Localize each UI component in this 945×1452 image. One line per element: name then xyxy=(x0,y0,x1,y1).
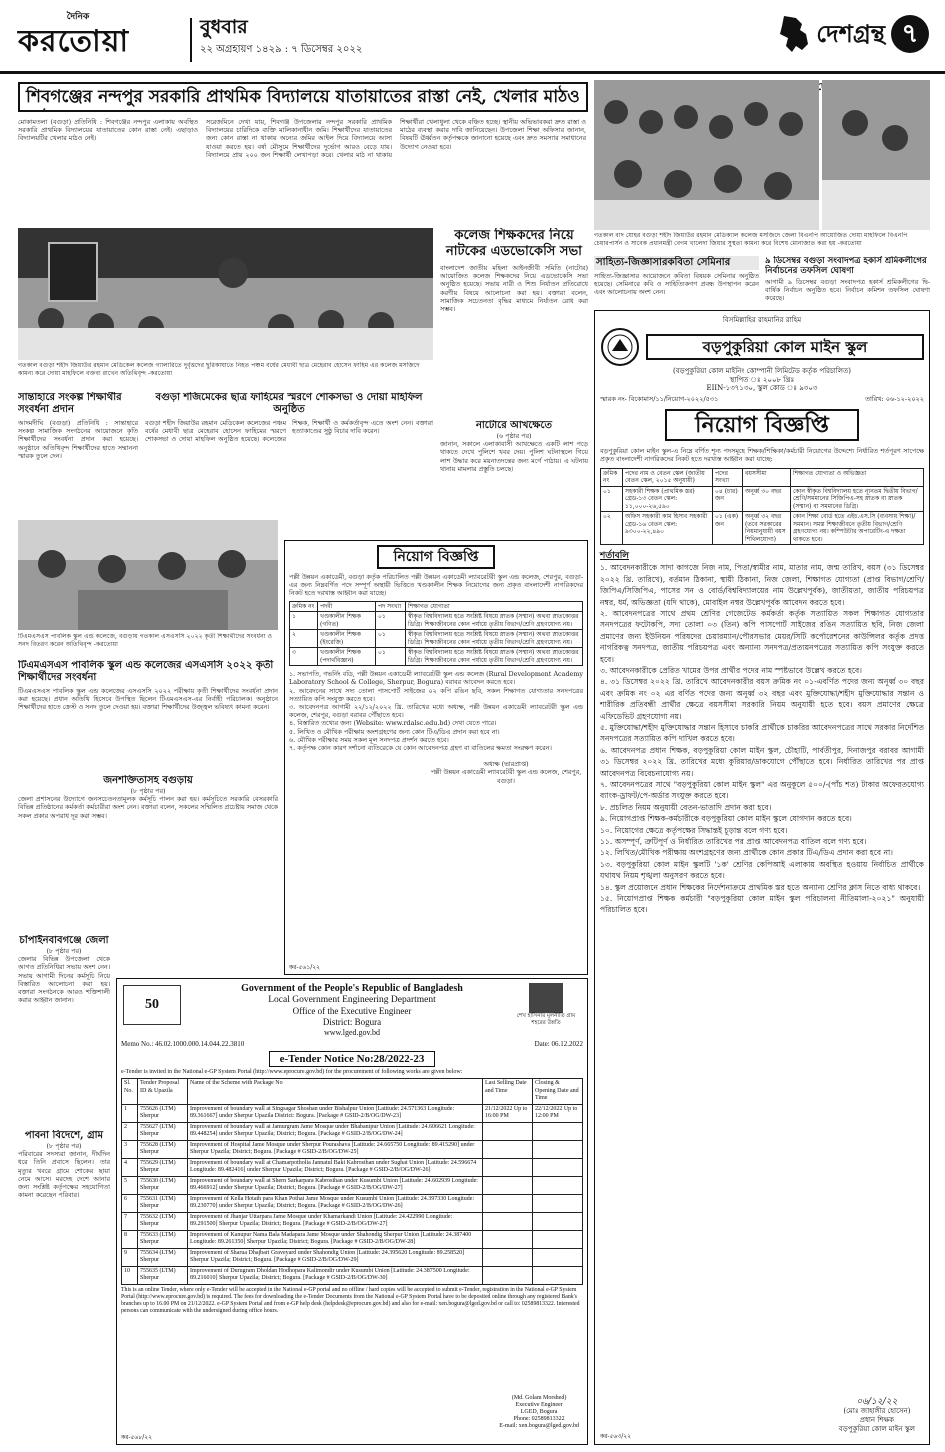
signature-date: ০৬/১২/২২ xyxy=(856,1397,898,1407)
table-row xyxy=(122,1176,583,1194)
table-cell xyxy=(533,1176,583,1194)
fahim-story-headline: বগুড়া শজিমেকের ছাত্র ফাহিমের স্মরণে শোকসভা ও দোয়া মাহফিল অনুষ্ঠিত xyxy=(155,392,423,415)
tmss-story-headline: টিএমএসএস পাবলিক স্কুল এন্ড কলেজের এসএসসি ২০২২ কৃতী শিক্ষার্থীদের সংবর্ধনা xyxy=(18,660,274,683)
lged-footer: This is an online Tender, where only e-Tender will be accepted in the National e-GP portal and no offline / hard copies will be accepted to submit e-Tender, registration in the National e-GP System Portal (http://www.eprocure.gov.bd) is required. The fees for downloading the e-Tender Documents from the National e-GP System Portal have to be deposited online through any registered Bank's branches up to 16.00 PM on 21/12/2022. e-GP System Portal and from e-GP help desk (helpdesk@eprocure.gov.bd) and also for e-mail: xen.bogura@lged.gov.bd or call to: 02589813322. Interested persons can communicate with the undersigned during office hours. xyxy=(121,1286,580,1314)
prayer-photo xyxy=(594,80,819,230)
table-cell: Improvement of boundary wall at Shern Sarkarpara Kabrosthan under Kusumbi Union [Latitude: 24.602939 Longitude: 89.466912] under Sherpur Upazila; District; Bogura. [Package # GSID-2/B/OG/DW-27] xyxy=(188,1176,483,1194)
table-cell xyxy=(533,1194,583,1212)
table-cell: Improvement of Sharua Dhajbari Graveyard under Shahondig Union [Latitude: 24.395620 Longitude: 89.258520] Sherpur Upazila; District; Bogura. [Package # GSID-2/B/OG/DW-29] xyxy=(188,1248,483,1266)
lged-table-body xyxy=(122,1104,583,1284)
ad-reference: কর-৫৬৩/২২ xyxy=(600,1432,632,1440)
tmss-photo-caption: টিএমএসএস পাবলিক স্কুল এন্ড কলেজে, বগুড়ায় গতকাল এসএসসি ২০২২ কৃতী শিক্ষার্থীদের সংবর্ধনা ও সনদ বিতরণ করেন অতিথিবৃন্দ -করতোয়া xyxy=(18,633,273,648)
school-date: তারিখ: ০৬-১২-২০২২ xyxy=(865,395,924,403)
table-cell: 755632 (LTM) Sherpur xyxy=(138,1212,188,1230)
lged-office: Office of the Executive Engineer xyxy=(292,1006,412,1016)
table-cell: ০২ xyxy=(601,512,623,545)
table-header: পদের সংখ্যা xyxy=(713,468,743,486)
school-name: বড়পুকুরিয়া কোল মাইন স্কুল xyxy=(646,334,924,360)
list-item: ১৫. নিয়োগপ্রাপ্ত শিক্ষক কর্মচারী "বড়পুকুরিয়া কোল মাইন স্কুল পরিচালনা নীতিমালা-২০২১" অনুযায়ী পরিচালিত হবে। xyxy=(600,894,924,915)
santahar-story xyxy=(18,392,138,517)
table-row xyxy=(122,1158,583,1176)
campaign-story xyxy=(18,775,278,930)
table-cell: খণ্ডকালীন শিক্ষক (পদার্থবিজ্ঞান) xyxy=(318,648,376,666)
masthead-divider xyxy=(190,18,192,62)
natore-story xyxy=(440,420,588,528)
table-header: পদবী xyxy=(318,601,376,612)
seminar-body: সাহিত্য-জিজ্ঞাসার আয়োজনে কবিতা বিষয়ক সেমিনার অনুষ্ঠিত হয়েছে। সেমিনারে কবি ও সাহিত্যিকগণ প্রবন্ধ উপস্থাপন করেন এবং আলোচনায় অংশ নেন। xyxy=(594,272,759,297)
table-cell: 755631 (LTM) Sherpur xyxy=(138,1194,188,1212)
table-cell: 3 xyxy=(122,1140,138,1158)
table-cell: ২ xyxy=(290,630,318,648)
table-cell: অনূর্ধ্ব ৩০ বছর xyxy=(743,486,791,512)
signer-title: Executive Engineer xyxy=(515,1402,563,1408)
table-cell: Improvement of boundary wall at Singsagar Shoshan under Bishalpur Union [Latitude: 24.571363 Longitude: 89.361667] under Sherpur Upazila District: Bogura. [Package # GSID-2/B/OG/DW-23] xyxy=(188,1104,483,1122)
table-cell xyxy=(483,1248,533,1266)
list-item: ৬. মৌখিক পরীক্ষার সময় সকল মূল সনদপত্র প্রদর্শন করতে হবে। xyxy=(289,735,449,744)
school-established: স্থাপিত ঃ ২০০৮ খ্রিঃ xyxy=(729,375,795,384)
tmss-story-body: টিএমএসএস পাবলিক স্কুল এন্ড কলেজের এসএসসি ২০২২ পরীক্ষায় কৃতী শিক্ষার্থীদের সংবর্ধনা প্রদান করা হয়েছে। প্রধান অতিথি হিসেবে উপস্থিত ছিলেন টিএমএসএস-এর নির্বাহী পরিচালক। অনুষ্ঠানে শিক্ষার্থীদের হাতে ক্রেস্ট ও সনদ তুলে দেওয়া হয়। বক্তারা শিক্ষার্থীদের উজ্জ্বল ভবিষ্যৎ কামনা করেন। xyxy=(18,687,278,712)
lead-byline: মোকামতলা (বগুড়া) প্রতিনিধি : শিবগঞ্জের নন্দপুর এলাকায় অবস্থিত সরকারি প্রাথমিক বিদ্যালয়ের যাতায়াতের কোন রাস্তা নেই। এছাড়াও বিদ্যালয়টির খেলার মাঠও নেই। xyxy=(18,118,198,143)
table-cell: Improvement of boundary wall at Jamurgram Jame Mosque under Bhabanipur Union [Latitude: 24.606621 Longitude: 89.448254] under Sherpur Upazila; District; Bogura. [Package # GSID-2/B/OG/DW-24] xyxy=(188,1122,483,1140)
table-row xyxy=(122,1230,583,1248)
list-item: ১৪. স্কুল প্রয়োজনে প্রধান শিক্ষকের নির্দেশনাক্রমে প্রাথমিক স্তর হতে অন্যান্য শ্রেণির ক্লাস নিতে বাধ্য থাকবে। xyxy=(600,882,921,892)
signatory-title: অধ্যক্ষ (ভারপ্রাপ্ত) xyxy=(483,760,529,769)
portrait-photo xyxy=(529,983,563,1013)
table-cell: 10 xyxy=(122,1266,138,1284)
hawkers-story xyxy=(765,256,930,306)
table-header-row xyxy=(601,468,924,486)
list-item: ১১. অসম্পূর্ণ, ত্রুটিপূর্ণ ও নির্ধারিত তারিখের পর প্রাপ্ত আবেদনপত্র বাতিল বলে গণ্য হবে। xyxy=(600,837,867,847)
table-cell: স্বীকৃত বিশ্ববিদ্যালয় হতে সংশ্লিষ্ট বিষয়ে স্নাতক (সম্মান) অথবা স্নাতকোত্তর ডিগ্রি। শিক্ষাজীবনের কোন পর্যায়ে তৃতীয় বিভাগ/শ্রেণি গ্রহণযোগ্য নয়। xyxy=(406,630,583,648)
seminar-photo-caption: গতকাল বগুড়া শহীদ জিয়াউর রহমান মেডিকেল কলেজ গ্যালারিতে দুর্বৃত্তদের ছুরিকাঘাতে নিহত পঞ্চম বর্ষের মেধাবী ছাত্র মেহেরাব হোসেন ফাহিম এর কলেজ মসজিদে কামনা করে দোয়া মাহফিলে বক্তব্য রাখেন অতিথিবৃন্দ -করতোয়া xyxy=(18,362,420,377)
table-cell: 755629 (LTM) Sherpur xyxy=(138,1158,188,1176)
table-cell: ১ xyxy=(290,612,318,630)
table-row xyxy=(290,630,583,648)
table-cell: ০৪ (চার) জন xyxy=(713,486,743,512)
signer-phone: Phone: 02589813322 xyxy=(513,1416,565,1422)
signer-name: (মোঃ জাহাঙ্গীর হোসেন) xyxy=(843,1407,911,1415)
signer-email: E-mail: xen.bogura@lged.gov.bd xyxy=(499,1423,579,1429)
table-cell: 7 xyxy=(122,1212,138,1230)
table-cell xyxy=(483,1140,533,1158)
table-header: Sl. No. xyxy=(122,1079,138,1105)
table-row xyxy=(122,1266,583,1284)
table-cell: ০১ xyxy=(376,630,406,648)
table-cell: 755627 (LTM) Sherpur xyxy=(138,1122,188,1140)
seminar-headline: সাহিত্য-জিজ্ঞাসারকবিতা সেমিনার xyxy=(594,256,759,270)
table-row xyxy=(122,1140,583,1158)
abroad-story-headline: পাবনা বিদেশে, গ্রাম xyxy=(24,1130,104,1141)
chapai-story-headline: চাঁপাইনবাবগঞ্জে জেলা xyxy=(19,935,109,946)
table-row xyxy=(601,486,924,512)
page-number: ৭ xyxy=(891,15,929,53)
table-cell: খণ্ডকালীন শিক্ষক (গণিত) xyxy=(318,612,376,630)
school-ad-intro: বড়পুকুরিয়া কোল মাইন স্কুল-এ নিম্নে বর্ণিত শূন্য পদসমূহে শিক্ষক/শিক্ষিকা/কর্মচারী নিয়োগের উদ্দেশ্যে নির্ধারিত শর্তপূরণ সাপেক্ষে প্রকৃত বাংলাদেশী নাগরিকদের নিকট হতে দরখাস্ত আহ্বান করা যাচ্ছে: xyxy=(600,447,924,464)
chapai-story xyxy=(18,935,110,1125)
table-cell xyxy=(483,1212,533,1230)
table-row xyxy=(122,1248,583,1266)
seminar-story xyxy=(594,256,759,306)
school-signature xyxy=(839,1398,915,1434)
table-header: শিক্ষাগত যোগ্যতা xyxy=(406,601,583,612)
list-item: ১. আবেদনকারীকে সাদা কাগজে নিজ নাম, পিতা/স্বামীর নাম, মাতার নাম, জন্ম তারিখ, বয়স (৩১ ডিসেম্বর ২০২২ খ্রি. তারিখে), বর্তমান ঠিকানা, স্থায়ী ঠিকানা, নিজ জেলা, শিক্ষাগত যোগ্যতা (প্রাপ্ত বিভাগ/শ্রেণি/জিপিএ/সিজিপিএ, পাসের সন ও বোর্ড/বিশ্ববিদ্যালয়ের নাম উল্লেখপূর্বক), জাতীয়তা, জাতীয় পরিচয়পত্র নম্বর, ধর্ম, অভিজ্ঞতা (যদি থাকে), মোবাইল নম্বর উল্লেখপূর্বক আবেদন করতে হবে। xyxy=(600,563,924,607)
table-header-row xyxy=(122,1079,583,1105)
table-header: ক্রমিক নং xyxy=(290,601,318,612)
rda-ad-intro: পল্লী উন্নয়ন একাডেমী, বগুড়া কর্তৃক পরিচালিত পল্লী উন্নয়ন একাডেমী ল্যাবরেটরী স্কুল এন্ড কলেজ, শেরপুর, বগুড়া-এর জন্য নিম্নবর্ণিত পদে সম্পূর্ণ অস্থায়ী ভিত্তিতে খণ্ডকালীন শিক্ষক নিয়োগের জন্য প্রকৃত বাংলাদেশী নাগরিকদের নিকট হতে দরখাস্ত আহ্বান করা যাচ্ছে। xyxy=(289,573,583,598)
masthead-rule xyxy=(0,71,945,74)
seminar-photo xyxy=(18,228,433,360)
rda-recruitment-ad xyxy=(284,540,588,975)
table-cell: স্বীকৃত বিশ্ববিদ্যালয় হতে সংশ্লিষ্ট বিষয়ে স্নাতক (সম্মান) অথবা স্নাতকোত্তর ডিগ্রি। শিক্ষাজীবনের কোন পর্যায়ে তৃতীয় বিভাগ/শ্রেণি গ্রহণযোগ্য নয়। xyxy=(406,648,583,666)
table-cell: অফিস সহকারী কাম হিসাব সহকারী গ্রেড-১৬ বেতন স্কেল: ৯৩০০-২২,৪৯০ xyxy=(623,512,713,545)
natore-story-subhead: (৬ পৃষ্ঠার পর) xyxy=(496,432,532,440)
tmss-story xyxy=(18,660,278,772)
lged-website: www.lged.gov.bd xyxy=(323,1028,381,1037)
table-row xyxy=(122,1212,583,1230)
table-cell: 2 xyxy=(122,1122,138,1140)
table-cell xyxy=(483,1176,533,1194)
slogan: শেখ হাসিনার মূলনীতি গ্রাম শহরের উন্নতি xyxy=(516,1013,576,1026)
lead-headline-box xyxy=(18,82,588,112)
table-header: Closing & Opening Date and Time xyxy=(533,1079,583,1105)
list-item: ৭. কর্তৃপক্ষ কোন কারণ দর্শানো ব্যতিরেকে যে কোন আবেদনপত্র গ্রহণ বা বাতিলের ক্ষমতা সংরক্ষণ করেন। xyxy=(289,743,552,752)
school-eiin: EIIN-১৩৭১৩০, স্কুল কোড ঃ ৯৩০৩ xyxy=(706,384,818,393)
table-cell: 8 xyxy=(122,1230,138,1248)
table-cell: Improvement of Kella Hotath para Khan Pothai Jame Mosque under Kusumbi Union [Latitude: 24.397330 Longitude: 89.230770] under Sherpur Upazila; District; Bogura. [Package # GSID-2/B/OG/DW-26] xyxy=(188,1194,483,1212)
table-cell: 755628 (LTM) Sherpur xyxy=(138,1140,188,1158)
table-cell: 755634 (LTM) Sherpur xyxy=(138,1248,188,1266)
lged-tender-table xyxy=(121,1078,583,1285)
list-item: ৫. মুক্তিযোদ্ধা/শহীদ মুক্তিযোদ্ধার সন্তান হিসাবে চাকরি প্রার্থীকে চাকরির আবেদনপত্রের সাথে সরকার নির্দেশিত সনদপত্রের সত্যায়িত কপি দাখিল করতে হবে। xyxy=(600,722,924,744)
list-item: ৮. প্রচলিত নিয়ম অনুযায়ী বেতন-ভাতাদি প্রদান করা হবে। xyxy=(600,802,772,812)
lged-dept: Local Government Engineering Department xyxy=(268,995,436,1005)
list-item: ৭. আবেদনপত্রের সাথে "বড়পুকুরিয়া কোল মাইন স্কুল" এর অনুকূলে ৫০০/-(পাঁচ শত) টাকার অফেরতযোগ্য ব্যাংক-ড্রাফট/পে-অর্ডার সংযুক্ত করতে হবে। xyxy=(600,780,924,801)
ad-reference: কর-৫৬১/২২ xyxy=(289,963,321,971)
table-cell xyxy=(533,1266,583,1284)
list-item: ১০. নিয়োগের ক্ষেত্রে কর্তৃপক্ষের সিদ্ধান্তই চূড়ান্ত বলে গণ্য হবে। xyxy=(600,825,788,835)
table-row xyxy=(122,1122,583,1140)
table-cell: ০১ xyxy=(376,612,406,630)
table-row xyxy=(601,512,924,545)
table-header: পদ সংখ্যা xyxy=(376,601,406,612)
list-item: ১৩. বড়পুকুরিয়া কোল মাইন স্কুলটি '১ক' শ্রেণির কেপিআই এলাকায় অবস্থিত হওয়ায় নির্বাচিত প্রার্থীকে যথাযথ নিয়ম শৃঙ্খলা অনুসরণ করতে হবে। xyxy=(600,859,924,881)
lawyers-story-headline: কলেজ শিক্ষকদের নিয়ে নাটকের এডভোকেসি সভা xyxy=(446,228,582,259)
lged-signature xyxy=(499,1395,579,1430)
table-cell: 5 xyxy=(122,1176,138,1194)
table-cell: 4 xyxy=(122,1158,138,1176)
lged-tender-ad xyxy=(116,978,588,1445)
abroad-story xyxy=(18,1130,110,1445)
table-cell: 21/12/2022 Up to 16:00 PM xyxy=(483,1104,533,1122)
table-header: শিক্ষাগত যোগ্যতা ও অভিজ্ঞতা xyxy=(791,468,924,486)
prayer-photo-right xyxy=(822,80,930,230)
table-header: Name of the Scheme with Package No xyxy=(188,1079,483,1105)
lawyers-story-body: বাংলাদেশ জাতীয় মহিলা আইনজীবী সমিতি (নাটোর) আয়োজিত কলেজ শিক্ষকদের নিয়ে এডভোকেসি সভা অনুষ্ঠিত হয়েছে। সভায় নারী ও শিশু নির্যাতন প্রতিরোধে করণীয় বিষয়ে আলোচনা করা হয়। বক্তারা বলেন, সামাজিক সচেতনতা বৃদ্ধির মাধ্যমে নির্যাতন রোধ করা সম্ভব। xyxy=(440,264,588,314)
issue-date: ২২ অগ্রহায়ণ ১৪২৯ : ৭ ডিসেম্বর ২০২২ xyxy=(200,44,363,55)
lead-headline: শিবগঞ্জের নন্দপুর সরকারি প্রাথমিক বিদ্যালয়ে যাতায়াতের রাস্তা নেই, খেলার মাঠও xyxy=(26,87,580,107)
anniversary-logo: 50 xyxy=(123,985,181,1025)
list-item: ৫. লিখিত ও মৌখিক পরীক্ষায় অংশগ্রহণের জন্য কোন টিএ/ডিএ প্রদান করা হবে না। xyxy=(289,727,500,736)
table-cell: 755626 (LTM) Sherpur xyxy=(138,1104,188,1122)
lged-tender-title: e-Tender Notice No:28/2022-23 xyxy=(269,1051,436,1067)
school-terms-list xyxy=(600,562,924,916)
table-header: Tender Proposal ID & Upazila xyxy=(138,1079,188,1105)
list-item: ১. সভাপতি, গভর্নিং বডি, পল্লী উন্নয়ন একাডেমী ল্যাবরেটরী স্কুল এন্ড কলেজ (Rural Development Academy Laboratory School & College, Sherpur, Bogura) বরাবর আবেদন করতে হবে। xyxy=(289,670,583,687)
section-name: দেশগ্রন্থ xyxy=(816,19,885,48)
table-cell xyxy=(483,1158,533,1176)
list-item: ৩. আবেদনপত্র আগামী ২২/১২/২০২২ খ্রি. তারিখের মধ্যে অধ্যক্ষ, পল্লী উন্নয়ন একাডেমী ল্যাবরেটরী স্কুল এন্ড কলেজ, শেরপুর, বগুড়া বরাবর পৌঁছাতে হবে। xyxy=(289,702,583,720)
table-cell xyxy=(533,1140,583,1158)
santahar-story-body: আদমদীঘি (বগুড়া) প্রতিনিধি : সান্তাহারে সংকল্প সামাজিক সংগঠনের আয়োজনে কৃতি শিক্ষার্থীদের সংবর্ধনা প্রদান করা হয়েছে। অনুষ্ঠানে অতিথিবৃন্দ শিক্ষার্থীদের হাতে সম্মাননা স্মারক তুলে দেন। xyxy=(18,419,138,460)
table-row xyxy=(290,648,583,666)
signer-office: LGED, Bogura xyxy=(520,1409,558,1415)
school-ad-title: নিয়োগ বিজ্ঞপ্তি xyxy=(665,409,859,441)
table-cell xyxy=(533,1122,583,1140)
rda-ad-table xyxy=(289,601,583,667)
coal-mine-school-ad xyxy=(594,310,930,1445)
hawkers-headline: ৯ ডিসেম্বর বগুড়া সংবাদপত্র হকার্স শ্রমিকলীগের নির্বাচনের তফসিল ঘোষণা xyxy=(765,256,927,276)
school-logo-icon xyxy=(600,327,640,367)
table-cell: খণ্ডকালীন শিক্ষক (ইংরেজি) xyxy=(318,630,376,648)
table-cell: ৩ xyxy=(290,648,318,666)
table-cell xyxy=(483,1122,533,1140)
list-item: ২. আবেদনের সাথে সদ্য তোলা পাসপোর্ট সাইজের ০২ কপি রঙিন ছবি, সকল শিক্ষাগত যোগ্যতার সনদপত্রের সত্যায়িত কপি সংযুক্ত করতে হবে। xyxy=(289,686,583,703)
table-cell xyxy=(533,1230,583,1248)
prayer-photo-caption: গতকাল বাদ যোহর বগুড়া শহীদ জিয়াউর রহমান মেডিক্যাল কলেজ মসজিদে জেলা বিএনপি আয়োজিত দোয়া মাহফিলে বিএনপি চেয়ারপার্সন ও সাবেক প্রধানমন্ত্রী বেগম খালেদা জিয়ার সুস্থতা কামনা করে বিশেষ মোনাজাত করা হয় -করতোয়া xyxy=(594,232,908,247)
table-cell: 6 xyxy=(122,1194,138,1212)
table-header: Last Selling Date and Time xyxy=(483,1079,533,1105)
table-row xyxy=(122,1194,583,1212)
table-cell: Improvement of Kanupur Nama Bala Madapara Jame Mosque under Shahondig Sherpur Union [Latitude: 24.387400 Longitude: 89.261350] Sherpur Upazila; District; Bogura. [Package # GSID-2/B/OG/DW-28] xyxy=(188,1230,483,1248)
signer-title: প্রধান শিক্ষক xyxy=(859,1416,895,1424)
list-item: ৯. নিয়োগপ্রাপ্ত শিক্ষক-কর্মচারীকে বড়পুকুরিয়া কোল মাইন স্কুলে যোগদান করতে হবে। xyxy=(600,814,852,824)
table-cell: স্বীকৃত বিশ্ববিদ্যালয় হতে সংশ্লিষ্ট বিষয়ে স্নাতক (সম্মান) অথবা স্নাতকোত্তর ডিগ্রি। শিক্ষাজীবনের কোন পর্যায়ে তৃতীয় বিভাগ/শ্রেণি গ্রহণযোগ্য নয়। xyxy=(406,612,583,630)
logo-name: করতোয়া xyxy=(18,24,130,60)
school-ad-bismillah: বিসমিল্লাহির রাহমানির রাহিম xyxy=(722,316,802,324)
chapai-story-body: জেলার বিভিন্ন উপজেলা থেকে আগত প্রতিনিধিরা সভায় অংশ নেন। সভায় আগামী দিনের কর্মসূচি নিয়ে বিস্তারিত আলোচনা করা হয়। বক্তারা সংগঠনকে আরও শক্তিশালী করার আহ্বান জানান। xyxy=(18,955,110,1005)
table-header-row xyxy=(290,601,583,612)
table-row xyxy=(122,1104,583,1122)
fahim-story-body: বগুড়া শহীদ জিয়াউর রহমান মেডিকেল কলেজের পঞ্চম বর্ষের মেধাবী ছাত্র মেহেরাব হোসেন ফাহিমের স্মরণে শোকসভা ও দোয়া মাহফিল অনুষ্ঠিত হয়েছে। কলেজের শিক্ষক, শিক্ষার্থী ও কর্মকর্তাবৃন্দ এতে অংশ নেন। বক্তারা হত্যাকাণ্ডের সুষ্ঠু বিচার দাবি করেন। xyxy=(145,419,433,444)
lged-memo: Memo No.: 46.02.1000.000.14.044.22.3810 xyxy=(121,1040,245,1048)
table-cell xyxy=(533,1248,583,1266)
table-header: ক্রমিক নং xyxy=(601,468,623,486)
table-cell: 9 xyxy=(122,1248,138,1266)
table-cell: ০১ (এক) জন xyxy=(713,512,743,545)
lged-intro: e-Tender is invited in the National e-GP System Portal (http://www.eprocure.gov.bd) for the procurement of following works are given below: xyxy=(121,1068,463,1075)
table-cell xyxy=(483,1230,533,1248)
lead-body: সরেজমিনে দেখা যায়, শিবগঞ্জ উপজেলার নন্দপুর সরকারি প্রাথমিক বিদ্যালয়ের চারিদিকে ব্যক্তি মালিকানাধীন জমি। শিক্ষার্থীদের যাতায়াতের জন্য কোন রাস্তা না থাকায় অন্যের জমির আইল দিয়ে বিদ্যালয়ে আসা যাওয়া করতে হয়। বর্ষা মৌসুমে শিক্ষার্থীদের দুর্ভোগ আরও বেড়ে যায়। বিদ্যালয়ে প্রায় ২০০ জন শিক্ষার্থী লেখাপড়া করে। খেলার মাঠ না থাকায় শিক্ষার্থীরা খেলাধুলা থেকে বঞ্চিত হচ্ছে। স্থানীয় অভিভাবকরা দ্রুত রাস্তা ও মাঠের ব্যবস্থা করার দাবি জানিয়েছেন। উপজেলা শিক্ষা অফিসার জানান, বিষয়টি ঊর্ধ্বতন কর্তৃপক্ষকে জানানো হয়েছে এবং দ্রুত সমস্যার সমাধানের উদ্যোগ নেওয়া হবে। xyxy=(206,118,586,159)
bangladesh-map-icon xyxy=(776,14,810,54)
section-header xyxy=(776,14,929,54)
natore-story-body: জানান, সকালে এলাকাবাসী আখক্ষেতে একটি লাশ পড়ে থাকতে দেখে পুলিশে খবর দেয়। পুলিশ ঘটনাস্থলে গিয়ে লাশ উদ্ধার করে ময়নাতদন্তের জন্য মর্গে পাঠায়। এ ঘটনায় থানায় মামলার প্রস্তুতি চলছে। xyxy=(440,440,588,473)
lged-gov: Government of the People's Republic of Bangladesh xyxy=(241,983,463,994)
table-cell: 1 xyxy=(122,1104,138,1122)
table-cell xyxy=(483,1266,533,1284)
table-cell: Improvement of Durugram Dholdan Hodhopara Kalimondir under Kusumbi Union [Latitude: 24.387500 Longitude: 89.216010] Sherpur Upazila; District; Bogura. [Package # GSID-2/B/OG/DW-30] xyxy=(188,1266,483,1284)
abroad-story-body: পরিবারের সদস্যরা জানান, দীর্ঘদিন ধরে তিনি প্রবাসে ছিলেন। তার মৃত্যুর খবরে গ্রামে শোকের ছায়া নেমে আসে। মরদেহ দেশে আনার জন্য সংশ্লিষ্ট কর্তৃপক্ষের সহযোগিতা কামনা করেছেন পরিবার। xyxy=(18,1150,110,1200)
table-cell xyxy=(533,1158,583,1176)
list-item: ৪. ৩১ ডিসেম্বর ২০২২ খ্রি. তারিখে আবেদনকারীর বয়স ক্রমিক নং ০১-এবর্ণিত পদের জন্য অনূর্ধ্ব ৩০ বছর এবং ক্রমিক নং ০২ এর বর্ণিত পদের জন্য অনূর্ধ্ব ৩২ বছর এবং মুক্তিযোদ্ধা/শহীদ মুক্তিযোদ্ধার সন্তান ও শারীরিক প্রতিবন্ধী প্রার্থীর ক্ষেত্রে বয়সসীমা সরকারি নিয়ম অনুযায়ী হতে হবে। বয়স প্রমাণের ক্ষেত্রে এফিডেভিট গ্রহণযোগ্য নয়। xyxy=(600,677,924,721)
lged-date: Date: 06.12.2022 xyxy=(534,1040,583,1048)
table-header: পদের নাম ও বেতন স্কেল (জাতীয় বেতন স্কেল, ২০১৫ অনুযায়ী) xyxy=(623,468,713,486)
list-item: ১২. লিখিত/মৌখিক পরীক্ষায় অংশগ্রহণের জন্য প্রার্থীকে কোন প্রকার টিএ/ডিএ প্রদান করা হবে না। xyxy=(600,848,893,858)
natore-story-headline: নাটোরে আখক্ষেতে xyxy=(475,420,553,431)
rda-ad-title: নিয়োগ বিজ্ঞপ্তি xyxy=(377,545,494,569)
list-item: ৬. আবেদনপত্র প্রধান শিক্ষক, বড়পুকুরিয়া কোল মাইন স্কুল, চৌহাটি, পার্বতীপুর, দিনাজপুর বরাবর আগামী ৩১ ডিসেম্বর ২০২২ খ্রি. তারিখের মধ্যে কুরিয়ার/ডাকযোগে পৌঁছাতে হবে। নির্ধারিত তারিখের পর প্রাপ্ত আবেদনপত্র বিবেচনাযোগ্য নয়। xyxy=(600,745,924,778)
table-cell xyxy=(483,1194,533,1212)
signatory-org: পল্লী উন্নয়ন একাডেমী ল্যাবরেটরী স্কুল এন্ড কলেজ, শেরপুর, বগুড়া। xyxy=(430,768,582,785)
ad-reference: কর-৫৬৮/২২ xyxy=(121,1433,153,1441)
table-cell: Improvement of Jhanjar Uttarpara Jame Mosque under Khamarkandi Union [Latitude: 24.422990 Longitude: 89.291500] Sherpur Upazila; District; Bogura. [Package # GSID-2/B/OG/DW-27] xyxy=(188,1212,483,1230)
hawkers-body: আগামী ৯ ডিসেম্বর বগুড়া সংবাদপত্র হকার্স শ্রমিকলীগের দ্বি-বার্ষিক নির্বাচন অনুষ্ঠিত হবে। নির্বাচন কমিশন তফসিল ঘোষণা করেছে। xyxy=(765,278,930,303)
school-terms-title: শর্তাবলি xyxy=(600,551,629,562)
santahar-story-headline: সান্তাহারে সংকল্প শিক্ষার্থীর সংবর্ধনা প্রদান xyxy=(18,392,122,415)
table-cell: কোন স্বীকৃত বিশ্ববিদ্যালয় হতে ন্যূনতম দ্বিতীয় বিভাগ/শ্রেণি/সমমানের সিজিপিএ-সহ স্নাতক বা স্নাতক (সম্মান) বা সমমানের ডিগ্রি। xyxy=(791,486,924,512)
school-posts-table xyxy=(600,468,924,546)
table-cell: 755633 (LTM) Sherpur xyxy=(138,1230,188,1248)
table-cell: 755630 (LTM) Sherpur xyxy=(138,1176,188,1194)
table-cell: Improvement of boundary wall at Chamarpotholia Jannatul Baki Kabrosthan under Sughat Union [Latitude: 24.596674 Longitude: 89.482416] under Sherpur Upazila; District; Bogura. [Package # GSID-2/B/OG/DW-26] xyxy=(188,1158,483,1176)
tmss-photo xyxy=(18,520,278,630)
school-managed: (বড়পুকুরিয়া কোল মাইনিং কোম্পানী লিমিটেড কর্তৃক পরিচালিত) xyxy=(672,366,851,375)
lged-district: District: Bogura xyxy=(322,1017,382,1027)
list-item: ২. আবেদনপত্রের সাথে প্রথম শ্রেণির গেজেটেড কর্মকর্তা কর্তৃক সত্যায়িত সকল শিক্ষাগত যোগ্যতার সনদপত্রের ফটোকপি, সদ্য তোলা ০৩ (তিন) কপি পাসপোর্ট সাইজের রঙিন সত্যায়িত ছবি, নিজ জেলা প্রমাণের জন্য ইউনিয়ন পরিষদের চেয়ারম্যান/পৌরসভার মেয়র/সিটি কর্পোরেশনের কাউন্সিলর কর্তৃক প্রদত্ত নাগরিকত্ব সনদপত্র, জাতীয় পরিচয়পত্র এবং অন্যান্য সনদপত্র/প্রত্যয়নপত্রের সত্যায়িত কপি সংযুক্ত করতে হবে। xyxy=(600,608,924,664)
table-cell xyxy=(533,1212,583,1230)
list-item: ৩. আবেদনকারীকে প্রেরিত খামের উপর প্রার্থীর পদের নাম স্পষ্টভাবে উল্লেখ করতে হবে। xyxy=(600,665,862,675)
table-cell: সহকারী শিক্ষক (প্রাথমিক স্তর) গ্রেড-১৩ বেতন স্কেল: ১১,০০০-২৬,৫৯০ xyxy=(623,486,713,512)
campaign-story-body: জেলা প্রশাসনের উদ্যোগে জনসচেতনতামূলক কর্মসূচি পালন করা হয়। কর্মসূচিতে সরকারি বেসরকারি বিভিন্ন প্রতিষ্ঠানের কর্মকর্তা কর্মচারীরা অংশ নেন। বক্তারা বলেন, সকলের সম্মিলিত প্রচেষ্টায় সমাজ থেকে সকল প্রকার অপরাধ দূর করা সম্ভব। xyxy=(18,795,278,820)
rda-ad-signature xyxy=(429,760,583,785)
signer-name: (Md. Golam Morshed) xyxy=(511,1395,567,1401)
table-cell: কোন শিক্ষা বোর্ড হতে এইচ.এস.সি (ব্যবসায় শিক্ষা)/সমমান। সমস্ত শিক্ষাজীবনে তৃতীয় বিভাগ/শ্রেণি গ্রহণযোগ্য নয়। কম্পিউটার অপারেটিং-এ দক্ষতা থাকতে হবে। xyxy=(791,512,924,545)
abroad-story-subhead: (৮ পৃষ্ঠার পর) xyxy=(46,1142,82,1150)
campaign-story-subhead: (৮ পৃষ্ঠার পর) xyxy=(130,787,166,795)
table-header: বয়সসীমা xyxy=(743,468,791,486)
school-memo: স্মারক নং- বিকোমাস/১১/নিয়োগ-২০২২/৫৩১ xyxy=(600,395,719,403)
issue-day: বুধবার xyxy=(200,16,248,38)
table-cell: অনূর্ধ্ব ৩২ বছর (তবে সরকারের নিয়মানুযায়ী বয়স শিথিলযোগ্য) xyxy=(743,512,791,545)
newspaper-logo xyxy=(18,12,188,67)
table-cell: ০১ xyxy=(601,486,623,512)
rda-ad-terms xyxy=(289,670,583,752)
table-cell: 755635 (LTM) Sherpur xyxy=(138,1266,188,1284)
list-item: ৪. বিস্তারিত তথ্যের জন্য (Website: www.rdalsc.edu.bd) দেখা যেতে পারে। xyxy=(289,719,497,728)
table-cell: ০১ xyxy=(376,648,406,666)
campaign-story-headline: জনশক্তিতাসহ বগুড়ায় xyxy=(103,775,193,786)
chapai-story-subhead: (৮ পৃষ্ঠার পর) xyxy=(46,947,82,955)
fahim-story xyxy=(145,392,433,517)
logo-tagline: দৈনিক xyxy=(66,12,90,22)
table-row xyxy=(290,612,583,630)
table-cell: Improvement of Hospital Jame Mosque under Sherpur Pourashava [Latitude: 24.665750 Longitude: 89.415290] under Sherpur Upazila; District; Bogura. [Package # GSID-2/B/OG/DW-25] xyxy=(188,1140,483,1158)
table-cell: 22/12/2022 Up to 12:00 PM xyxy=(533,1104,583,1122)
portrait-box xyxy=(511,983,581,1027)
signer-org: বড়পুকুরিয়া কোল মাইন স্কুল xyxy=(838,1425,915,1433)
masthead xyxy=(0,0,945,70)
